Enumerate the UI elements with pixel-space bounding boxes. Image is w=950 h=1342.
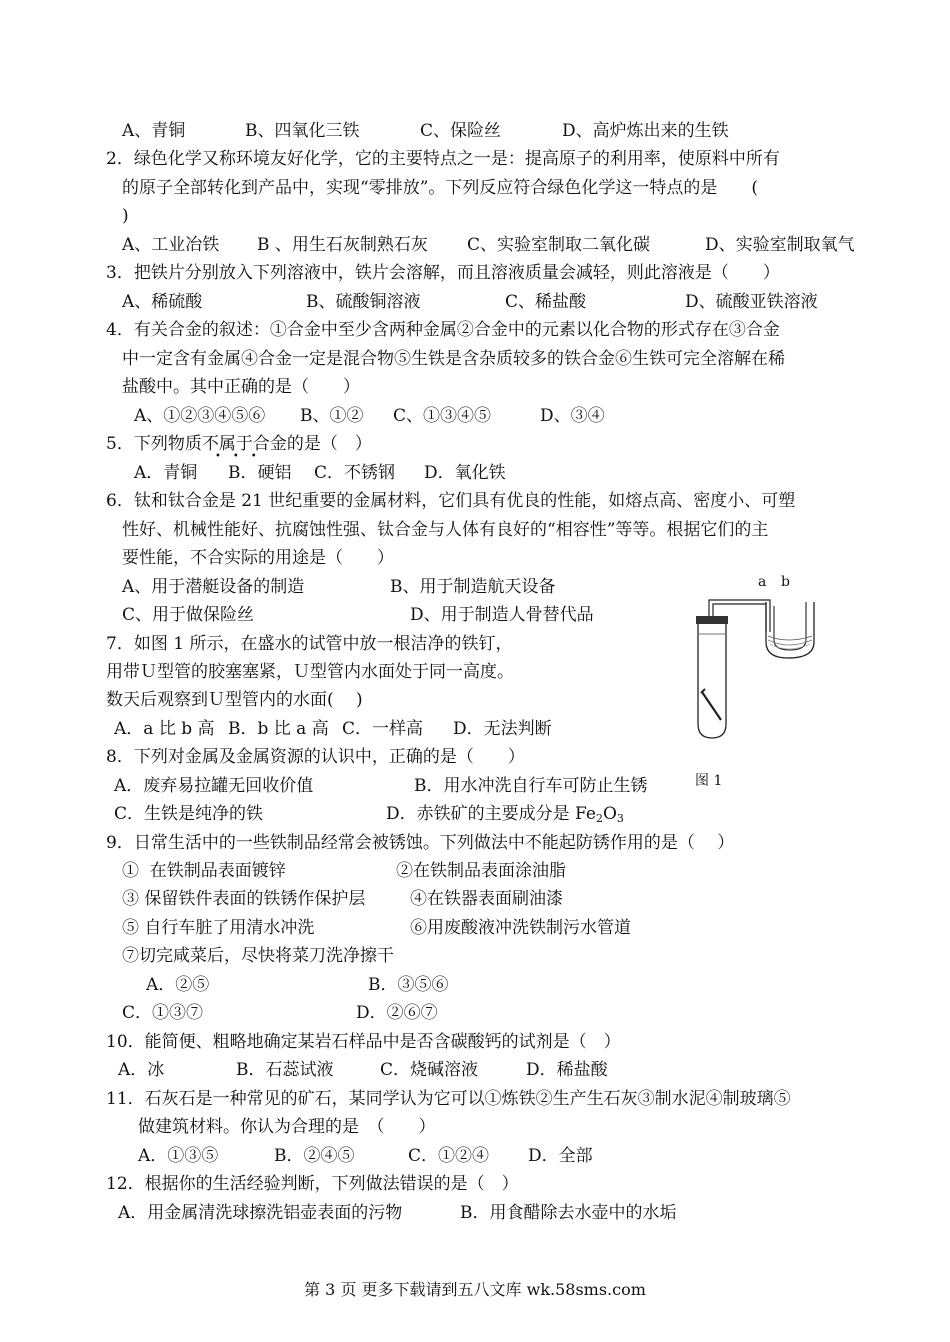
q5-option-d: D．氧化铁 [424, 463, 506, 483]
q4-option-b: B、①② [300, 406, 364, 426]
q8-oxygen: O [602, 804, 617, 824]
q9-item-4: ④在铁器表面刷油漆 [410, 889, 563, 909]
q1-option-d: D、高炉炼出来的生铁 [562, 121, 729, 141]
emphasis-dots: ••• [215, 451, 269, 462]
q9-item-6: ⑥用废酸液冲洗铁制污水管道 [410, 918, 631, 938]
q8-option-d-text: D．赤铁矿的主要成分是 Fe [386, 804, 596, 824]
q12-option-a: A．用金属清洗球擦洗铝壶表面的污物 [118, 1203, 403, 1223]
q9-item-2: ②在铁制品表面涂油脂 [396, 861, 566, 881]
q5-option-b: B．硬铝 [228, 463, 292, 483]
q3-option-a: A、稀硫酸 [122, 292, 203, 312]
q3-option-d: D、硫酸亚铁溶液 [685, 292, 818, 312]
q1-option-b: B、四氧化三铁 [245, 121, 360, 141]
q9-item-3: ③ 保留铁件表面的铁锈作保护层 [122, 889, 366, 909]
q4-option-c: C、①③④⑤ [393, 406, 492, 426]
page-footer: 第 3 页 更多下载请到五八文库 wk.58sms.com [304, 1280, 646, 1299]
q10-option-b: B．石蕊试液 [236, 1060, 334, 1080]
q7-option-b: B．b 比 a 高 [228, 719, 329, 739]
q11-option-d: D．全部 [528, 1146, 593, 1166]
figure-caption: 图 1 [695, 773, 723, 789]
q4-stem-line1: 4．有关合金的叙述：①合金中至少含两种金属②合金中的元素以化合物的形式存在③合金 [106, 320, 780, 340]
q7-option-d: D．无法判断 [453, 719, 552, 739]
q8-option-d [386, 803, 624, 830]
q3-option-b: B、硫酸铜溶液 [306, 292, 421, 312]
q8-subscript-2: 3 [616, 812, 624, 825]
q11-option-a: A．①③⑤ [138, 1146, 219, 1166]
q4-option-a: A、①②③④⑤⑥ [134, 406, 266, 426]
q5-option-c: C．不锈钢 [314, 463, 396, 483]
test-tube [698, 622, 726, 738]
q5-stem-pre: 5．下列物质 [106, 434, 202, 454]
q6-stem-line1: 6．钛和钛合金是 21 世纪重要的金属材料，它们具有优良的性能，如熔点高、密度小、可塑 [106, 491, 796, 511]
iron-nail [702, 692, 721, 720]
q5-stem-emphasis: 不属于 [201, 434, 253, 454]
q8-subscript-1: 2 [595, 812, 603, 825]
q4-stem-line3: 盐酸中。其中正确的是（ ） [122, 377, 360, 397]
q2-option-a: A、工业冶铁 [122, 235, 220, 255]
q7-option-c: C．一样高 [342, 719, 424, 739]
q8-option-b: B．用水冲洗自行车可防止生锈 [414, 776, 648, 796]
q7-option-a: A．a 比 b 高 [114, 719, 215, 739]
q4-option-d: D、③④ [540, 406, 605, 426]
figure-label-b: b [781, 574, 790, 590]
q3-option-c: C、稀盐酸 [505, 292, 587, 312]
q5-option-a: A．青铜 [134, 463, 198, 483]
q8-option-a: A．废弃易拉罐无回收价值 [114, 776, 314, 796]
q10-option-c: C．烧碱溶液 [380, 1060, 479, 1080]
q7-stem-line3: 数天后观察到Ｕ型管内的水面( ) [106, 690, 363, 710]
q2-stem-line2: 的原子全部转化到产品中，实现“零排放”。下列反应符合绿色化学这一特点的是 ( [122, 178, 759, 198]
q6-stem-line3: 要性能，不合实际的用途是（ ） [122, 548, 394, 568]
q4-stem-line2: 中一定含有金属④合金一定是混合物⑤生铁是含杂质较多的铁合金⑥生铁可完全溶解在稀 [122, 349, 785, 369]
q8-stem: 8．下列对金属及金属资源的认识中，正确的是（ ） [106, 747, 525, 767]
q1-option-c: C、保险丝 [420, 121, 502, 141]
q2-option-b: B 、用生石灰制熟石灰 [257, 235, 428, 255]
q5-stem-post: 合金的是（ ） [252, 434, 372, 454]
q11-option-b: B．②④⑤ [274, 1146, 355, 1166]
q7-stem-line1: 7．如图 1 所示，在盛水的试管中放一根洁净的铁钉， [106, 634, 513, 654]
q11-stem-line1: 11．石灰石是一种常见的矿石，某同学认为它可以①炼铁②生产生石灰③制水泥④制玻璃⑤ [106, 1089, 791, 1109]
q10-option-a: A．冰 [118, 1060, 165, 1080]
q10-option-d: D．稀盐酸 [526, 1060, 608, 1080]
q7-stem-line2: 用带Ｕ型管的胶塞塞紧，Ｕ型管内水面处于同一高度。 [106, 662, 514, 682]
q1-options [122, 120, 185, 142]
q8-option-c: C．生铁是纯净的铁 [114, 804, 264, 824]
q12-option-b: B．用食醋除去水壶中的水垢 [460, 1203, 677, 1223]
figure-label-a: a [758, 574, 767, 590]
q12-stem: 12．根据你的生活经验判断，下列做法错误的是（ ） [106, 1174, 519, 1194]
q6-option-d: D、用于制造人骨替代品 [410, 605, 594, 625]
q11-stem-line2: 做建筑材料。你认为合理的是 （ ） [138, 1117, 436, 1137]
q6-option-c: C、用于做保险丝 [122, 605, 255, 625]
q2-stem-line3: ) [122, 206, 129, 226]
test-tube-figure [690, 592, 830, 752]
q9-item-5: ⑤ 自行车脏了用清水冲洗 [122, 918, 315, 938]
nail-head [701, 689, 705, 693]
q9-option-d: D．②⑥⑦ [356, 1003, 438, 1023]
q2-option-d: D、实验室制取氧气 [705, 235, 855, 255]
q6-option-a: A、用于潜艇设备的制造 [122, 577, 305, 597]
q6-stem-line2: 性好、机械性能好、抗腐蚀性强、钛合金与人体有良好的“相容性”等等。根据它们的主 [122, 520, 769, 540]
q3-stem: 3．把铁片分别放入下列溶液中，铁片会溶解，而且溶液质量会减轻，则此溶液是（ ） [106, 263, 780, 283]
q9-option-c: C．①③⑦ [122, 1003, 204, 1023]
q9-option-a: A．②⑤ [146, 975, 210, 995]
q1-option-a: A、青铜 [122, 121, 186, 141]
rubber-stopper [696, 616, 728, 624]
q9-stem: 9．日常生活中的一些铁制品经常会被锈蚀。下列做法中不能起防锈作用的是（ ） [106, 833, 735, 853]
q9-item-7: ⑦切完咸菜后，尽快将菜刀洗净擦干 [122, 946, 394, 966]
q9-option-b: B．③⑤⑥ [368, 975, 449, 995]
q10-stem: 10．能简便、粗略地确定某岩石样品中是否含碳酸钙的试剂是（ ） [106, 1032, 621, 1052]
q11-option-c: C．①②④ [408, 1146, 490, 1166]
q9-item-1: ① 在铁制品表面镀锌 [122, 861, 286, 881]
q2-option-c: C、实验室制取二氧化碳 [467, 235, 651, 255]
q6-option-b: B、用于制造航天设备 [390, 577, 556, 597]
u-tube-water [768, 636, 812, 640]
q2-stem-line1: 2．绿色化学又称环境友好化学，它的主要特点之一是：提高原子的利用率，使原料中所有 [106, 149, 780, 169]
